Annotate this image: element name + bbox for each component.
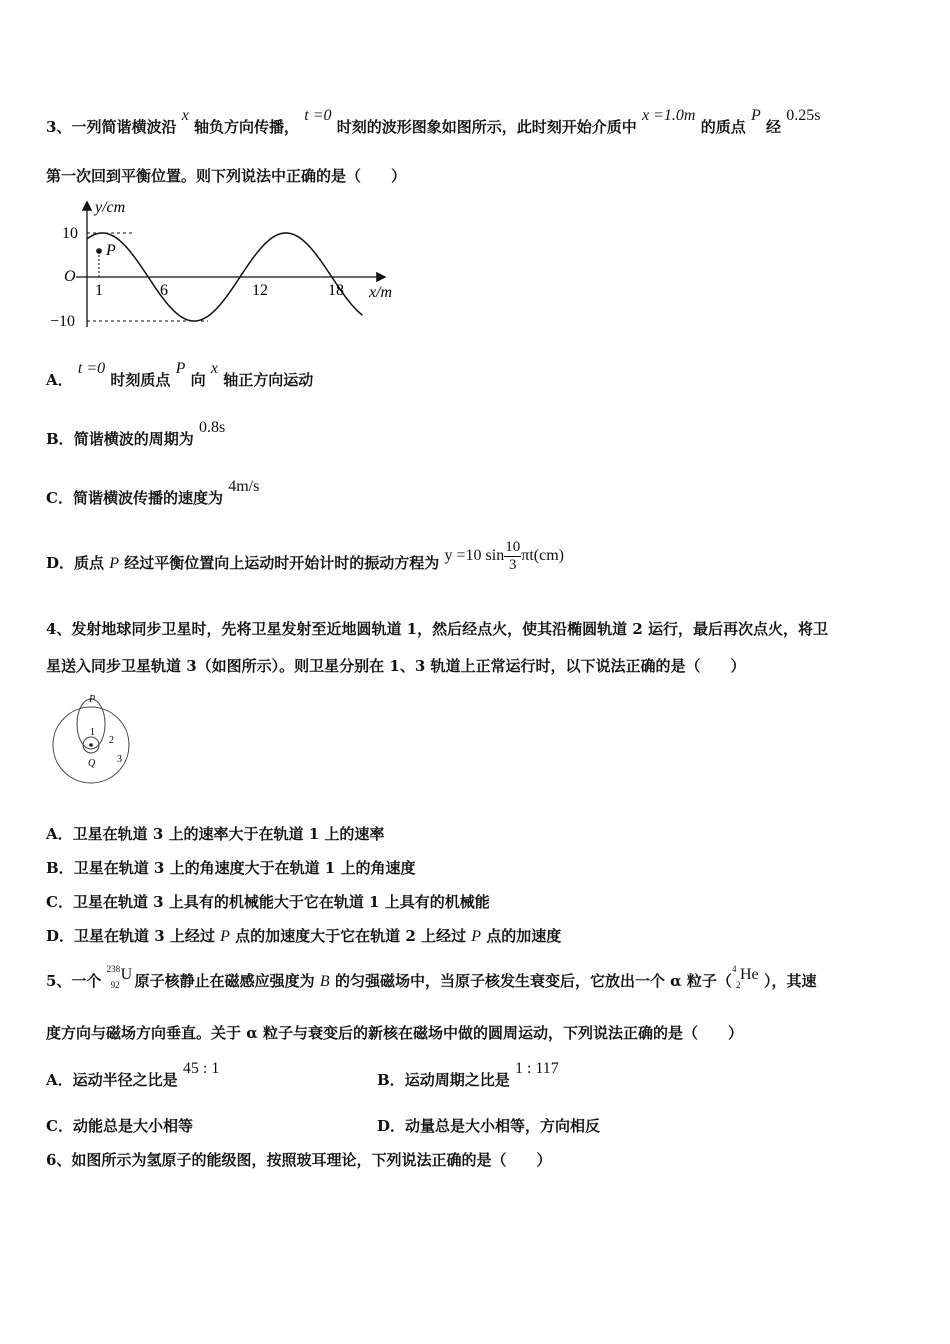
point-p	[96, 248, 102, 254]
orbit-1-label: 1	[90, 727, 95, 738]
q3-number: 3、	[46, 118, 72, 136]
x-tick-18: 18	[328, 282, 344, 299]
q6-stem: 6、如图所示为氢原子的能级图，按照玻耳理论，下列说法正确的是（ ）	[46, 1151, 552, 1169]
q5-option-c: C．动能总是大小相等	[46, 1117, 193, 1135]
q4-option-a: A．卫星在轨道 3 上的速率大于在轨道 1 上的速率	[46, 825, 385, 843]
q4-option-d: D．卫星在轨道 3 上经过 P 点的加速度大于它在轨道 2 上经过 P 点的加速度	[46, 927, 562, 945]
helium-nuclide: 4 2 He	[731, 964, 759, 990]
wave-graph	[46, 195, 406, 335]
x-tick-12: 12	[252, 282, 268, 299]
x-tick-6: 6	[160, 282, 168, 299]
q4-stem-line-1: 4、发射地球同步卫星时，先将卫星发射至近地圆轨道 1，然后经点火，使其沿椭圆轨道 2 运行，最后再次点火，将卫	[46, 620, 828, 638]
x-tick-1: 1	[95, 282, 103, 299]
point-p-label: P	[106, 242, 116, 259]
q3-option-c: C．简谐横波传播的速度为 4m/s	[46, 478, 260, 507]
q5-option-a: A．运动半径之比是 45 : 1	[46, 1060, 220, 1089]
q3-stem-line-1: 3、一列简谐横波沿 x 轴负方向传播， t =0 时刻的波形图象如图所示，此时刻开始介质中 x =1.0m 的质点 P 经 0.25s	[46, 107, 821, 136]
y-axis-label: y/cm	[95, 199, 126, 216]
q3-stem-line-2: 第一次回到平衡位置。则下列说法中正确的是（ ）	[46, 167, 407, 185]
x-axis-label: x/m	[369, 284, 393, 301]
origin-label: O	[64, 268, 76, 285]
q5-option-d: D．动量总是大小相等，方向相反	[377, 1117, 601, 1135]
q3-option-b: B．简谐横波的周期为 0.8s	[46, 419, 226, 448]
q3-option-a: A． t =0 时刻质点 P 向 x 轴正方向运动	[46, 360, 314, 389]
q-label: Q	[88, 758, 96, 769]
q3-option-d: D．质点 P 经过平衡位置向上运动时开始计时的振动方程为 y =10 sin $\frac{10}{3}$ πt(cm)	[46, 538, 564, 573]
p-label: P	[89, 694, 96, 705]
uranium-nuclide: 238 92 U	[106, 964, 133, 990]
q4-option-b: B．卫星在轨道 3 上的角速度大于在轨道 1 上的角速度	[46, 859, 416, 877]
q4-option-c: C．卫星在轨道 3 上具有的机械能大于它在轨道 1 上具有的机械能	[46, 893, 490, 911]
q5-stem-line-1: 5、一个 238 92 U 原子核静止在磁感应强度为 B 的匀强磁场中，当原子核发生衰变后，它放出一个 α 粒子（ 4 2 He ），其速	[46, 970, 816, 994]
q5-option-b: B．运动周期之比是 1 : 117	[377, 1060, 559, 1089]
y-tick-neg10: −10	[50, 313, 76, 330]
orbit-2-label: 2	[109, 735, 114, 746]
orbit-3-label: 3	[117, 754, 122, 765]
q4-stem-line-2: 星送入同步卫星轨道 3（如图所示）。则卫星分别在 1、3 轨道上正常运行时，以下说法正确的是（ ）	[46, 657, 746, 675]
y-tick-10: 10	[62, 225, 78, 242]
orbit-diagram	[48, 690, 138, 790]
q5-stem-line-2: 度方向与磁场方向垂直。关于 α 粒子与衰变后的新核在磁场中做的圆周运动，下列说法正确的是（ ）	[46, 1024, 743, 1042]
earth-dot	[89, 743, 93, 747]
